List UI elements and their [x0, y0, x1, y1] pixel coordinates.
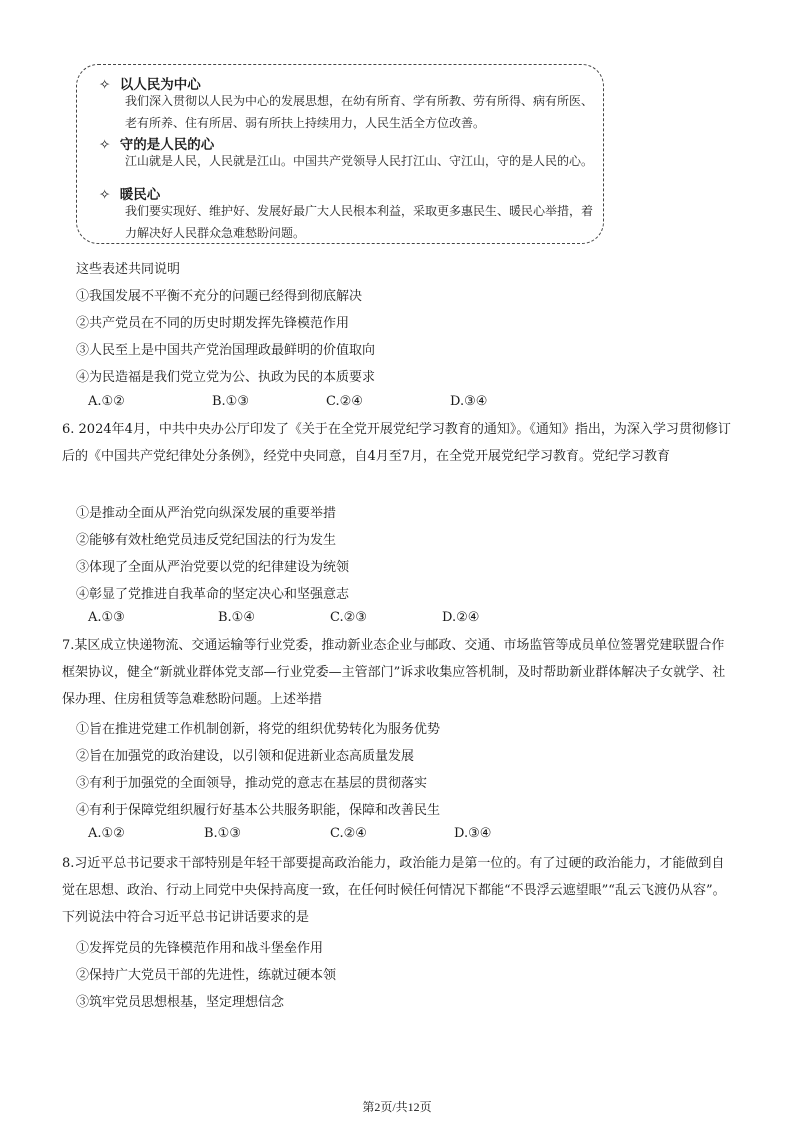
q7-item-4: ④有利于保障党组织履行好基本公共服务职能，保障和改善民生 [76, 803, 441, 818]
q7-item-3: ③有利于加强党的全面领导，推动党的意志在基层的贯彻落实 [76, 776, 428, 791]
q7-item-1: ①旨在推进党建工作机制创新，将党的组织优势转化为服务优势 [76, 722, 441, 737]
box-heading-1: ✧ 以人民为中心 [99, 77, 201, 93]
diamond-icon: ✧ [99, 187, 111, 203]
q5-stem: 这些表述共同说明 [76, 262, 181, 277]
q6-option-d: D.②④ [442, 610, 480, 625]
q6-option-c: C.②③ [330, 610, 367, 625]
q5-item-3: ③人民至上是中国共产党治国理政最鲜明的价值取向 [76, 343, 376, 358]
q6-item-3: ③体现了全面从严治党要以党的纪律建设为统领 [76, 560, 350, 575]
box-body-1: 我们深入贯彻以人民为中心的发展思想，在幼有所育、学有所教、劳有所得、病有所医、老有所养、住有所居、弱有所扶上持续用力，人民生活全方位改善。 [125, 94, 594, 130]
q5-item-1: ①我国发展不平衡不充分的问题已经得到彻底解决 [76, 289, 363, 304]
q7-option-a: A.①② [88, 826, 125, 841]
q5-item-2: ②共产党员在不同的历史时期发挥先锋模范作用 [76, 316, 350, 331]
q8-item-2: ②保持广大党员干部的先进性，练就过硬本领 [76, 968, 337, 983]
q7-option-b: B.①③ [204, 826, 241, 841]
q5-option-c: C.②④ [326, 394, 363, 409]
q6-option-b: B.①④ [218, 610, 255, 625]
q5-option-b: B.①③ [212, 394, 249, 409]
q8-item-3: ③筑牢党员思想根基，坚定理想信念 [76, 995, 285, 1010]
box-heading-2: ✧ 守的是人民的心 [99, 137, 215, 153]
q7-option-c: C.②④ [330, 826, 367, 841]
diamond-icon: ✧ [99, 137, 111, 153]
q8-item-1: ①发挥党员的先锋模范作用和战斗堡垒作用 [76, 941, 324, 956]
page-number: 第2页/共12页 [362, 1100, 432, 1114]
q7-stem: 7.某区成立快递物流、交通运输等行业党委，推动新业态企业与邮政、交通、市场监管等成员单位签署党建联盟合作框架协议，健全“新就业群体党支部—行业党委—主管部门”诉求收集应答机制，及时帮助新业群体解决子女就学、社保办理、住房租赁等急难愁盼问题。上述举措 [62, 638, 726, 707]
q6-item-1: ①是推动全面从严治党向纵深发展的重要举措 [76, 506, 337, 521]
q7-option-d: D.③④ [454, 826, 492, 841]
box-body-2: 江山就是人民，人民就是江山。中国共产党领导人民打江山、守江山，守的是人民的心。 [125, 154, 594, 168]
q6-item-2: ②能够有效杜绝党员违反党纪国法的行为发生 [76, 533, 337, 548]
quote-box [76, 64, 604, 244]
q5-option-d: D.③④ [450, 394, 488, 409]
q6-option-a: A.①③ [88, 610, 125, 625]
box-body-3: 我们要实现好、维护好、发展好最广大人民根本利益，采取更多惠民生、暖民心举措，着力解决好人民群众急难愁盼问题。 [125, 204, 594, 240]
q7-item-2: ②旨在加强党的政治建设，以引领和促进新业态高质量发展 [76, 749, 415, 764]
q6-stem: 6. 2024年4月，中共中央办公厅印发了《关于在全党开展党纪学习教育的通知》。《通知》指出，为深入学习贯彻修订后的《中国共产党纪律处分条例》，经党中央同意，自4月至7月，在全党开展党纪学习教育。党纪学习教育 [62, 422, 731, 464]
q5-option-a: A.①② [88, 394, 125, 409]
q5-item-4: ④为民造福是我们党立党为公、执政为民的本质要求 [76, 370, 376, 385]
diamond-icon: ✧ [99, 77, 111, 93]
q6-item-4: ④彰显了党推进自我革命的坚定决心和坚强意志 [76, 587, 350, 602]
q8-stem: 8.习近平总书记要求干部特别是年轻干部要提高政治能力，政治能力是第一位的。有了过硬的政治能力，才能做到自觉在思想、政治、行动上同党中央保持高度一致，在任何时候任何情况下都能“不畏浮云遮望眼”“乱云飞渡仍从容”。下列说法中符合习近平总书记讲话要求的是 [62, 856, 726, 925]
box-heading-3: ✧ 暖民心 [99, 187, 161, 203]
